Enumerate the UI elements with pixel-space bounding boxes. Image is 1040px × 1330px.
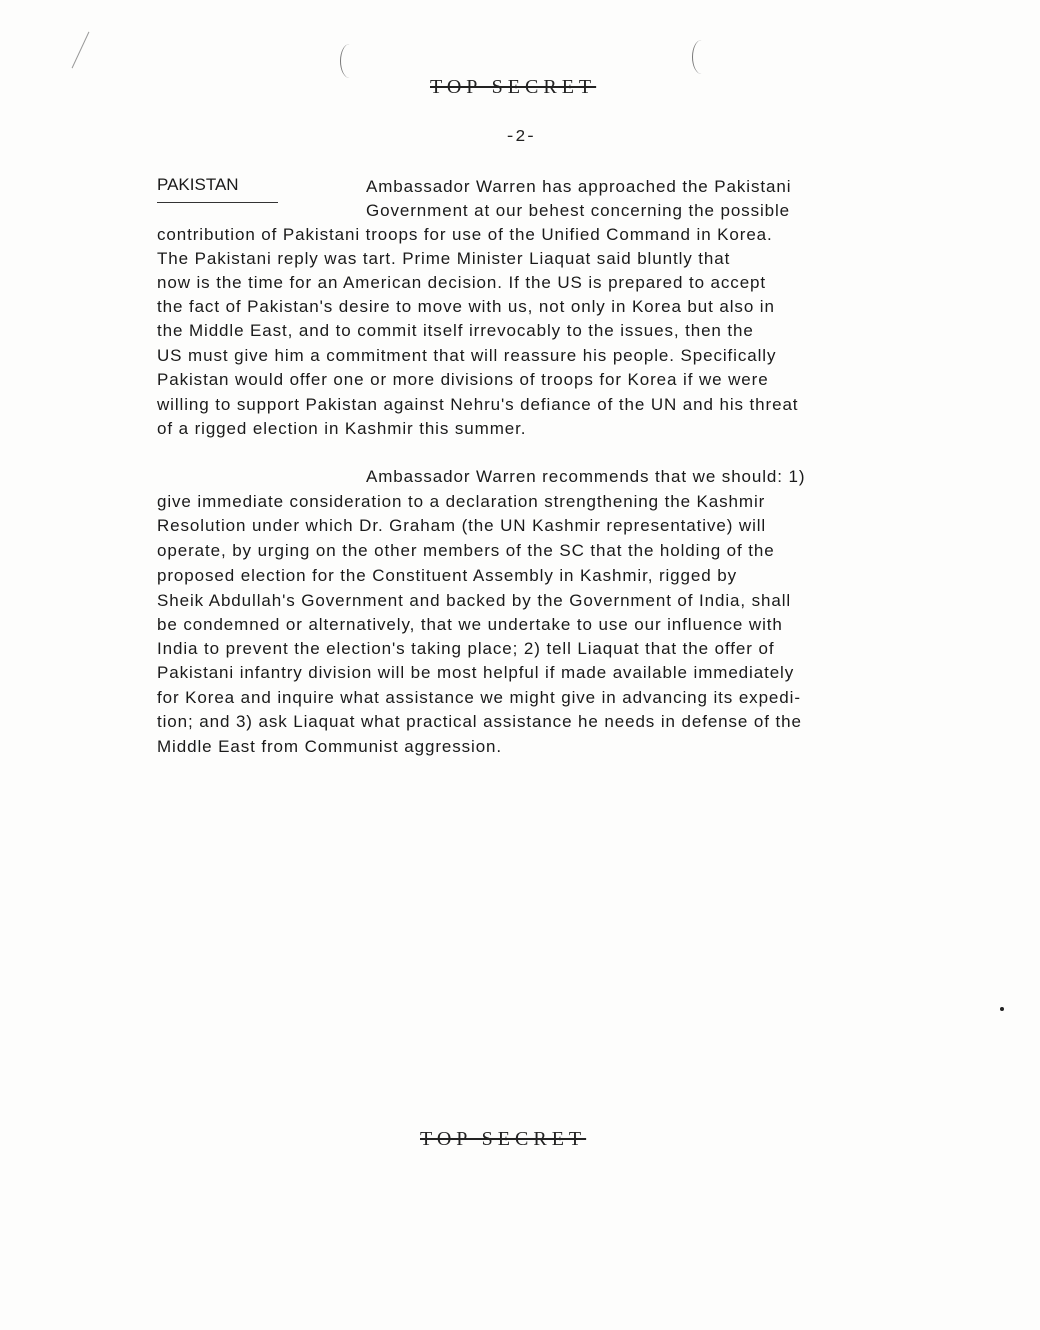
paragraph-line: Sheik Abdullah's Government and backed by the Government of India, shall (157, 591, 792, 610)
page-number: -2- (505, 128, 536, 147)
ink-dot (1000, 1007, 1004, 1011)
paragraph-line: Pakistani infantry division will be most helpful if made available immediately (157, 663, 795, 682)
paragraph-line: Middle East from Communist aggression. (157, 737, 503, 756)
paragraph-line: The Pakistani reply was tart. Prime Minister Liaquat said bluntly that (157, 249, 731, 268)
paragraph-line: of a rigged election in Kashmir this summer. (157, 419, 527, 438)
paragraph-line: tion; and 3) ask Liaquat what practical assistance he needs in defense of the (157, 712, 802, 731)
heading-underline (157, 202, 278, 203)
paragraph-line: the fact of Pakistan's desire to move with us, not only in Korea but also in (157, 297, 775, 316)
paragraph-line: India to prevent the election's taking place; 2) tell Liaquat that the offer of (157, 639, 775, 658)
paragraph-line: US must give him a commitment that will reassure his people. Specifically (157, 346, 777, 365)
paragraph-line: operate, by urging on the other members of the SC that the holding of the (157, 541, 775, 560)
paragraph-line: Ambassador Warren recommends that we should: 1) (366, 467, 806, 486)
paragraph-line: proposed election for the Constituent Assembly in Kashmir, rigged by (157, 566, 737, 585)
punch-hole-right (692, 40, 711, 74)
punch-hole-left (340, 44, 359, 78)
paragraph-line: Ambassador Warren has approached the Pakistani (366, 177, 792, 196)
paragraph-line: Resolution under which Dr. Graham (the UN Kashmir representative) will (157, 516, 767, 535)
paragraph-line: the Middle East, and to commit itself irrevocably to the issues, then the (157, 321, 754, 340)
paragraph-line: now is the time for an American decision. If the US is prepared to accept (157, 273, 767, 292)
paragraph-line: willing to support Pakistan against Nehru's defiance of the UN and his threat (157, 395, 799, 414)
section-heading: PAKISTAN (157, 175, 239, 194)
classification-stamp-top: TOP SECRET (430, 76, 597, 98)
paper-scratch-mark (72, 32, 90, 69)
classification-stamp-bottom: TOP SECRET (420, 1128, 587, 1150)
paragraph-line: contribution of Pakistani troops for use of the Unified Command in Korea. (157, 225, 773, 244)
paragraph-line: for Korea and inquire what assistance we might give in advancing its expedi- (157, 688, 801, 707)
paragraph-line: be condemned or alternatively, that we undertake to use our influence with (157, 615, 783, 634)
paragraph-line: give immediate consideration to a declaration strengthening the Kashmir (157, 492, 766, 511)
paragraph-line: Government at our behest concerning the possible (366, 201, 791, 220)
paragraph-line: Pakistan would offer one or more divisions of troops for Korea if we were (157, 370, 769, 389)
